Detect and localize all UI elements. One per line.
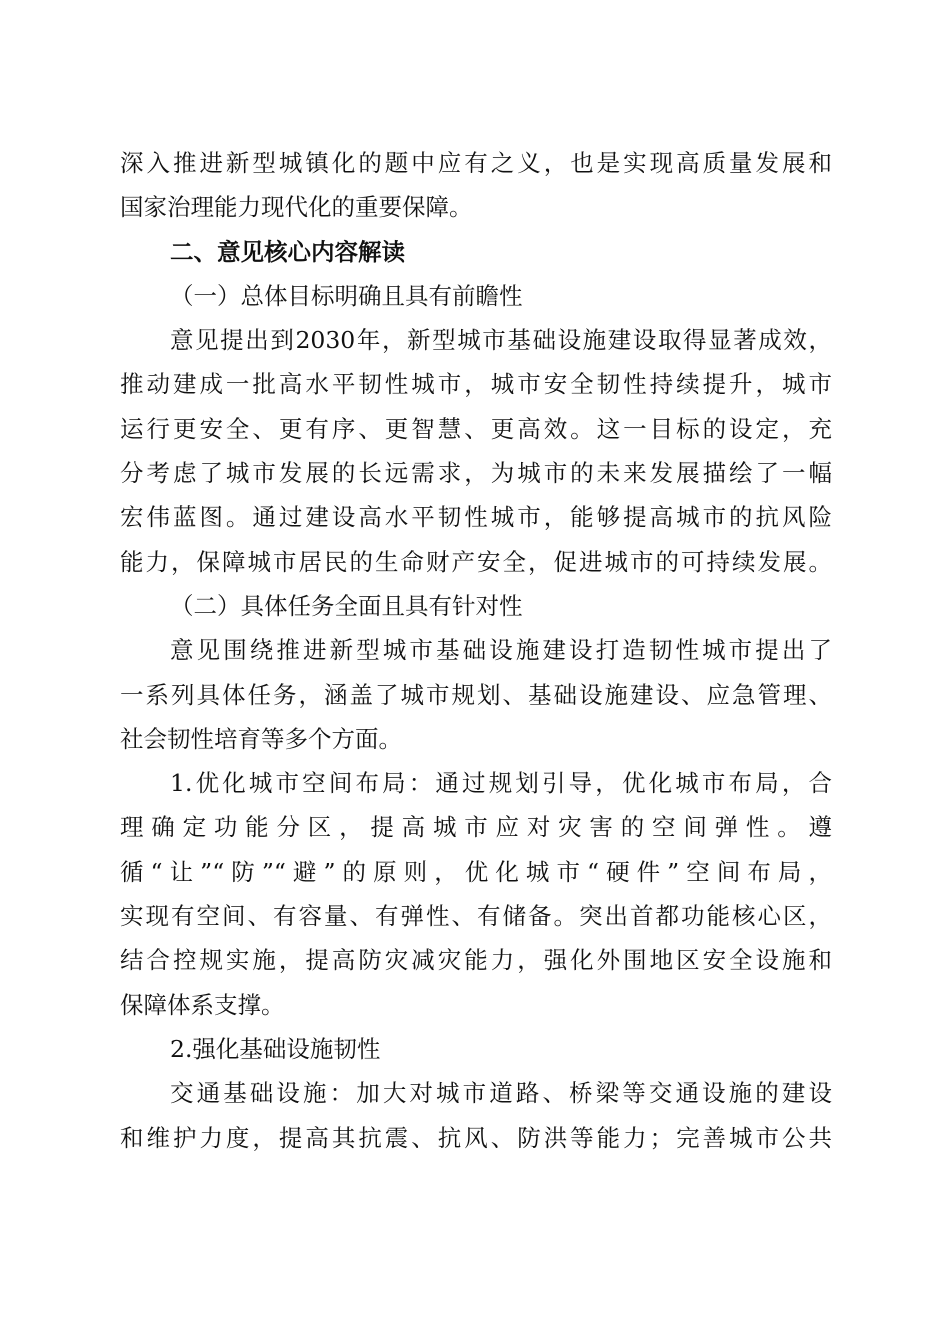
paragraph-line: 宏伟蓝图。通过建设高水平韧性城市，能够提高城市的抗风险 <box>120 503 832 532</box>
paragraph-line: 意见提出到2030年，新型城市基础设施建设取得显著成效， <box>170 326 832 355</box>
paragraph-line: 推动建成一批高水平韧性城市，城市安全韧性持续提升，城市 <box>120 370 832 399</box>
paragraph-line: 理确定功能分区，提高城市应对灾害的空间弹性。遵 <box>120 813 832 842</box>
paragraph-line: 结合控规实施，提高防灾减灾能力，强化外围地区安全设施和 <box>120 946 832 975</box>
paragraph-line: 运行更安全、更有序、更智慧、更高效。这一目标的设定，充 <box>120 414 832 443</box>
paragraph-line: 和维护力度，提高其抗震、抗风、防洪等能力；完善城市公共 <box>120 1123 832 1152</box>
paragraph-line: 社会韧性培育等多个方面。 <box>120 724 402 753</box>
section-heading: 二、意见核心内容解读 <box>170 237 405 266</box>
paragraph-line: 1.优化城市空间布局：通过规划引导，优化城市布局，合 <box>170 769 832 798</box>
paragraph-line: 国家治理能力现代化的重要保障。 <box>120 193 473 222</box>
paragraph-line: 循“让”“防”“避”的原则，优化城市“硬件”空间布局， <box>120 857 832 886</box>
subsection-heading: （二）具体任务全面且具有针对性 <box>170 591 523 620</box>
paragraph-line: 一系列具体任务，涵盖了城市规划、基础设施建设、应急管理、 <box>120 680 832 709</box>
paragraph-line: 分考虑了城市发展的长远需求，为城市的未来发展描绘了一幅 <box>120 459 832 488</box>
subsection-heading: （一）总体目标明确且具有前瞻性 <box>170 281 523 310</box>
document-body <box>120 141 832 1160</box>
paragraph-line: 意见围绕推进新型城市基础设施建设打造韧性城市提出了 <box>170 636 832 665</box>
paragraph-line: 交通基础设施：加大对城市道路、桥梁等交通设施的建设 <box>170 1079 832 1108</box>
paragraph-line: 实现有空间、有容量、有弹性、有储备。突出首都功能核心区， <box>120 902 832 931</box>
list-item-heading: 2.强化基础设施韧性 <box>170 1034 381 1063</box>
paragraph-line: 保障体系支撑。 <box>120 990 285 1019</box>
paragraph-line: 能力，保障城市居民的生命财产安全，促进城市的可持续发展。 <box>120 547 832 576</box>
paragraph-line: 深入推进新型城镇化的题中应有之义，也是实现高质量发展和 <box>120 149 832 177</box>
